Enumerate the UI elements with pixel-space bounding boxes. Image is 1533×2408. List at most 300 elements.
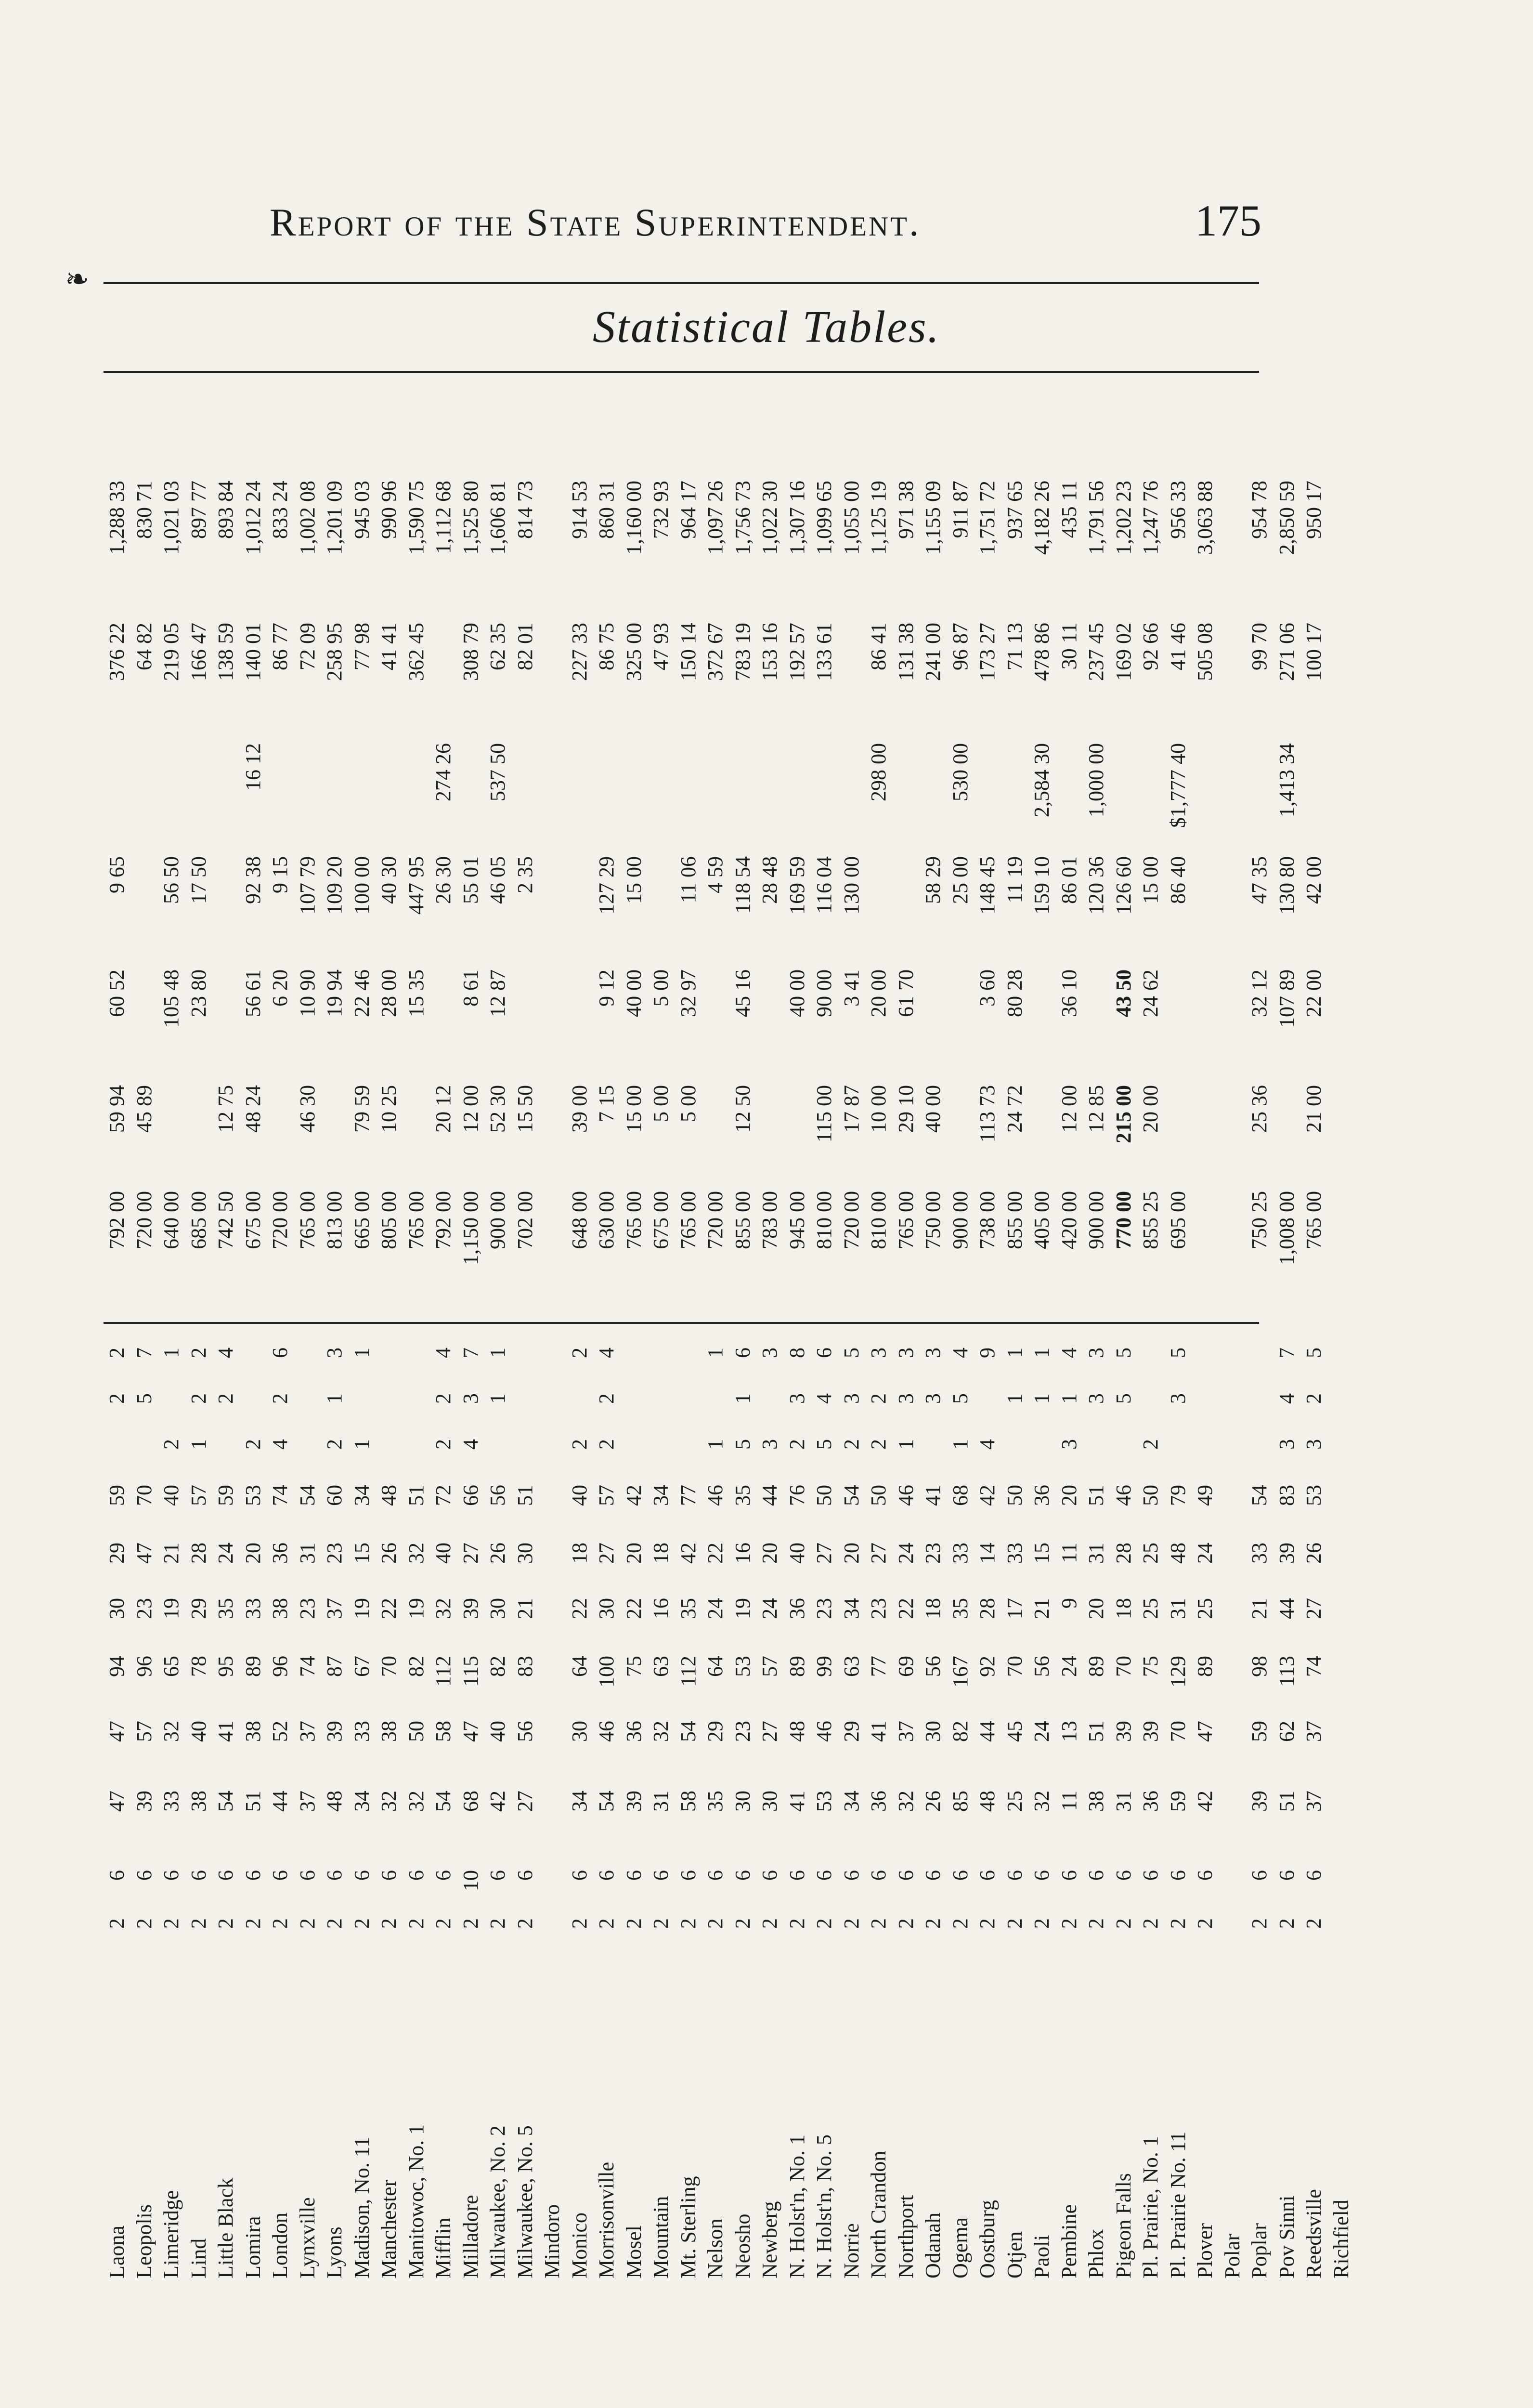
- cell-c18: 1,099 65: [812, 481, 836, 555]
- cell-c14: 15 35: [404, 969, 428, 1017]
- cell-c8: 42: [622, 1485, 646, 1506]
- cell-c1: 2: [785, 1918, 809, 1929]
- cell-c12: 900 00: [486, 1191, 510, 1249]
- cell-c5: 74: [1302, 1656, 1326, 1677]
- district-name: Nelson: [703, 2218, 728, 2278]
- cell-c10: 2: [1302, 1393, 1326, 1404]
- cell-c16: 537 50: [486, 743, 510, 801]
- cell-c9: 1: [186, 1439, 210, 1450]
- cell-c18: 914 53: [567, 481, 591, 539]
- cell-c1: 2: [105, 1918, 129, 1929]
- cell-c5: 53: [730, 1656, 754, 1677]
- cell-c12: 742 50: [214, 1191, 238, 1249]
- cell-c6: 19: [730, 1598, 754, 1619]
- district-name: N. Holst'n, No. 1: [785, 2134, 809, 2278]
- cell-c18: 830 71: [132, 481, 156, 539]
- cell-c4: 39: [323, 1721, 347, 1742]
- cell-c11: 5: [1166, 1348, 1190, 1358]
- cell-c18: 964 17: [676, 481, 700, 539]
- cell-c2: 6: [513, 1870, 537, 1881]
- cell-c10: 4: [1274, 1393, 1299, 1404]
- cell-c11: 5: [1302, 1348, 1326, 1358]
- cell-c1: 2: [812, 1918, 836, 1929]
- cell-c17: 173 27: [975, 623, 1000, 681]
- cell-c8: 79: [1166, 1485, 1190, 1506]
- cell-c11: 4: [948, 1348, 972, 1358]
- cell-c9: 5: [730, 1439, 754, 1450]
- cell-c7: 20: [241, 1543, 265, 1564]
- cell-c12: 665 00: [350, 1191, 374, 1249]
- cell-c2: 6: [268, 1870, 292, 1881]
- cell-c17: 783 19: [730, 623, 754, 681]
- cell-c14: 5 00: [649, 969, 673, 1007]
- cell-c12: 900 00: [948, 1191, 972, 1249]
- cell-c13: 7 15: [595, 1085, 619, 1122]
- cell-c6: 23: [867, 1598, 891, 1619]
- cell-c14: 22 00: [1302, 969, 1326, 1017]
- cell-c4: 27: [758, 1721, 782, 1742]
- cell-c17: 227 33: [567, 623, 591, 681]
- cell-c11: 6: [812, 1348, 836, 1358]
- cell-c2: 6: [567, 1870, 591, 1881]
- cell-c6: 21: [1030, 1598, 1054, 1619]
- cell-c2: 10: [458, 1870, 482, 1891]
- cell-c10: 1: [323, 1393, 347, 1404]
- table-row: [376, 378, 403, 2285]
- cell-c4: 41: [867, 1721, 891, 1742]
- cell-c2: 6: [377, 1870, 401, 1881]
- cell-c16: $1,777 40: [1166, 743, 1190, 828]
- cell-c15: 86 01: [1057, 856, 1081, 904]
- cell-c3: 25: [1002, 1791, 1026, 1812]
- cell-c6: 23: [132, 1598, 156, 1619]
- cell-c9: 4: [975, 1439, 1000, 1450]
- cell-c7: 24: [1193, 1543, 1217, 1564]
- cell-c1: 2: [1057, 1918, 1081, 1929]
- cell-c17: 271 06: [1274, 623, 1299, 681]
- cell-c4: 44: [975, 1721, 1000, 1742]
- cell-c9: 1: [894, 1439, 918, 1450]
- table-row: [702, 378, 729, 2285]
- cell-c3: 48: [975, 1791, 1000, 1812]
- cell-c18: 814 73: [513, 481, 537, 539]
- cell-c9: 2: [431, 1439, 455, 1450]
- cell-c8: 51: [404, 1485, 428, 1506]
- cell-c14: 32 12: [1247, 969, 1272, 1017]
- cell-c13: 215 00: [1111, 1085, 1135, 1143]
- cell-c2: 6: [1274, 1870, 1299, 1881]
- cell-c9: 2: [323, 1439, 347, 1450]
- cell-c10: 1: [1002, 1393, 1026, 1404]
- cell-c6: 44: [1274, 1598, 1299, 1619]
- cell-c13: 59 94: [105, 1085, 129, 1133]
- cell-c3: 34: [839, 1791, 863, 1812]
- cell-c10: 3: [839, 1393, 863, 1404]
- cell-c5: 112: [676, 1656, 700, 1687]
- cell-c7: 23: [323, 1543, 347, 1564]
- cell-c3: 31: [649, 1791, 673, 1812]
- cell-c17: 505 08: [1193, 623, 1217, 681]
- cell-c5: 92: [975, 1656, 1000, 1677]
- cell-c13: 29 10: [894, 1085, 918, 1133]
- cell-c11: 1: [486, 1348, 510, 1358]
- cell-c13: 20 00: [1139, 1085, 1163, 1133]
- cell-c8: 59: [105, 1485, 129, 1506]
- cell-c2: 6: [595, 1870, 619, 1881]
- district-name: Laona: [105, 2225, 129, 2278]
- cell-c7: 24: [894, 1543, 918, 1564]
- cell-c4: 37: [894, 1721, 918, 1742]
- cell-c6: 30: [105, 1598, 129, 1619]
- cell-c5: 167: [948, 1656, 972, 1688]
- cell-c14: 3 41: [839, 969, 863, 1007]
- cell-c12: 702 00: [513, 1191, 537, 1249]
- cell-c18: 897 77: [186, 481, 210, 539]
- cell-c13: 46 30: [295, 1085, 319, 1133]
- cell-c17: 237 45: [1084, 623, 1108, 681]
- cell-c16: 2,584 30: [1030, 743, 1054, 817]
- cell-c2: 6: [1247, 1870, 1272, 1881]
- district-name: Mifflin: [431, 2217, 455, 2278]
- cell-c15: 9 15: [268, 856, 292, 893]
- cell-c8: 54: [1247, 1485, 1272, 1506]
- cell-c6: 9: [1057, 1598, 1081, 1609]
- cell-c10: 1: [730, 1393, 754, 1404]
- cell-c11: 1: [1030, 1348, 1054, 1358]
- cell-c12: 675 00: [649, 1191, 673, 1249]
- cell-c9: 2: [159, 1439, 183, 1450]
- cell-c18: 950 17: [1302, 481, 1326, 539]
- cell-c15: 92 38: [241, 856, 265, 904]
- cell-c1: 2: [1193, 1918, 1217, 1929]
- cell-c17: 86 41: [867, 623, 891, 670]
- cell-c2: 6: [1302, 1870, 1326, 1881]
- cell-c7: 42: [676, 1543, 700, 1564]
- cell-c12: 765 00: [404, 1191, 428, 1249]
- cell-c8: 49: [1193, 1485, 1217, 1506]
- table-row: [566, 378, 594, 2285]
- cell-c8: 35: [730, 1485, 754, 1506]
- cell-c13: 12 50: [730, 1085, 754, 1133]
- cell-c11: 3: [921, 1348, 945, 1358]
- cell-c7: 16: [730, 1543, 754, 1564]
- cell-c11: 6: [730, 1348, 754, 1358]
- cell-c6: 22: [377, 1598, 401, 1619]
- cell-c6: 37: [323, 1598, 347, 1619]
- cell-c18: 1,606 81: [486, 481, 510, 555]
- cell-c2: 6: [186, 1870, 210, 1881]
- cell-c5: 56: [921, 1656, 945, 1677]
- cell-c1: 2: [377, 1918, 401, 1929]
- table-row: [1056, 378, 1083, 2285]
- cell-c17: 99 70: [1247, 623, 1272, 670]
- cell-c14: 9 12: [595, 969, 619, 1007]
- cell-c18: 1,791 56: [1084, 481, 1108, 555]
- cell-c13: 40 00: [921, 1085, 945, 1133]
- cell-c11: 3: [323, 1348, 347, 1358]
- cell-c1: 2: [268, 1918, 292, 1929]
- cell-c9: 2: [595, 1439, 619, 1450]
- cell-c11: 3: [894, 1348, 918, 1358]
- cell-c6: 18: [1111, 1598, 1135, 1619]
- cell-c9: 3: [1274, 1439, 1299, 1450]
- cell-c4: 38: [241, 1721, 265, 1742]
- cell-c18: 1,590 75: [404, 481, 428, 555]
- cell-c2: 6: [1139, 1870, 1163, 1881]
- cell-c4: 52: [268, 1721, 292, 1742]
- cell-c11: 5: [1111, 1348, 1135, 1358]
- cell-c11: 2: [186, 1348, 210, 1358]
- cell-c6: 36: [785, 1598, 809, 1619]
- table-row: [185, 378, 213, 2285]
- cell-c15: 15 00: [1139, 856, 1163, 904]
- cell-c5: 56: [1030, 1656, 1054, 1677]
- district-name: Manchester: [377, 2179, 401, 2278]
- cell-c1: 2: [758, 1918, 782, 1929]
- cell-c7: 23: [921, 1543, 945, 1564]
- cell-c12: 720 00: [703, 1191, 728, 1249]
- cell-c18: 1,247 76: [1139, 481, 1163, 555]
- cell-c3: 58: [676, 1791, 700, 1812]
- cell-c7: 28: [186, 1543, 210, 1564]
- cell-c13: 20 12: [431, 1085, 455, 1133]
- cell-c5: 70: [1111, 1656, 1135, 1677]
- cell-c7: 27: [458, 1543, 482, 1564]
- cell-c7: 47: [132, 1543, 156, 1564]
- cell-c2: 6: [975, 1870, 1000, 1881]
- cell-c2: 6: [404, 1870, 428, 1881]
- cell-c5: 82: [486, 1656, 510, 1677]
- cell-c12: 765 00: [894, 1191, 918, 1249]
- cell-c13: 15 50: [513, 1085, 537, 1133]
- cell-c1: 2: [214, 1918, 238, 1929]
- cell-c10: 2: [595, 1393, 619, 1404]
- cell-c16: 1,000 00: [1084, 743, 1108, 817]
- cell-c1: 2: [1274, 1918, 1299, 1929]
- cell-c2: 6: [894, 1870, 918, 1881]
- cell-c15: 86 40: [1166, 856, 1190, 904]
- cell-c3: 41: [785, 1791, 809, 1812]
- cell-c8: 44: [758, 1485, 782, 1506]
- cell-c7: 33: [1247, 1543, 1272, 1564]
- cell-c8: 68: [948, 1485, 972, 1506]
- cell-c18: 954 78: [1247, 481, 1272, 539]
- cell-c12: 765 00: [295, 1191, 319, 1249]
- district-name: Little Black: [214, 2178, 238, 2278]
- cell-c8: 40: [567, 1485, 591, 1506]
- cell-c7: 18: [567, 1543, 591, 1564]
- cell-c6: 25: [1193, 1598, 1217, 1619]
- table-row: [321, 378, 349, 2285]
- cell-c13: 15 00: [622, 1085, 646, 1133]
- cell-c15: 118 54: [730, 856, 754, 914]
- cell-c3: 47: [105, 1791, 129, 1812]
- cell-c14: 23 80: [186, 969, 210, 1017]
- cell-c3: 39: [1247, 1791, 1272, 1812]
- cell-c10: 2: [431, 1393, 455, 1404]
- cell-c4: 51: [1084, 1721, 1108, 1742]
- cell-c11: 3: [1084, 1348, 1108, 1358]
- cell-c4: 38: [377, 1721, 401, 1742]
- cell-c12: 675 00: [241, 1191, 265, 1249]
- district-name: Oostburg: [975, 2200, 1000, 2278]
- cell-c17: 372 67: [703, 623, 728, 681]
- cell-c15: 11 06: [676, 856, 700, 903]
- cell-c1: 2: [241, 1918, 265, 1929]
- cell-c6: 31: [1166, 1598, 1190, 1619]
- cell-c7: 27: [867, 1543, 891, 1564]
- page-header: [270, 195, 1261, 248]
- cell-c12: 770 00: [1111, 1191, 1135, 1249]
- cell-c2: 6: [241, 1870, 265, 1881]
- cell-c2: 6: [295, 1870, 319, 1881]
- district-name: Lyons: [323, 2226, 347, 2278]
- cell-c1: 2: [567, 1918, 591, 1929]
- cell-c12: 695 00: [1166, 1191, 1190, 1249]
- cell-c3: 11: [1057, 1791, 1081, 1811]
- cell-c13: 39 00: [567, 1085, 591, 1133]
- cell-c16: 16 12: [241, 743, 265, 791]
- cell-c11: 1: [159, 1348, 183, 1358]
- cell-c3: 42: [486, 1791, 510, 1812]
- cell-c5: 94: [105, 1656, 129, 1677]
- cell-c17: 131 38: [894, 623, 918, 681]
- cell-c5: 96: [268, 1656, 292, 1677]
- cell-c8: 54: [295, 1485, 319, 1506]
- cell-c12: 765 00: [1302, 1191, 1326, 1249]
- cell-c9: 2: [839, 1439, 863, 1450]
- cell-c13: 21 00: [1302, 1085, 1326, 1133]
- cell-c11: 1: [350, 1348, 374, 1358]
- cell-c5: 24: [1057, 1656, 1081, 1677]
- cell-c10: 3: [785, 1393, 809, 1404]
- cell-c6: 22: [567, 1598, 591, 1619]
- cell-c5: 70: [377, 1656, 401, 1677]
- cell-c13: 12 85: [1084, 1085, 1108, 1133]
- cell-c1: 2: [159, 1918, 183, 1929]
- cell-c18: 1,097 26: [703, 481, 728, 555]
- cell-c4: 70: [1166, 1721, 1190, 1742]
- cell-c8: 51: [1084, 1485, 1108, 1506]
- cell-c8: 46: [1111, 1485, 1135, 1506]
- cell-c15: 25 00: [948, 856, 972, 904]
- cell-c12: 640 00: [159, 1191, 183, 1249]
- cell-c8: 57: [186, 1485, 210, 1506]
- cell-c12: 810 00: [867, 1191, 891, 1249]
- table-row: [349, 378, 376, 2285]
- cell-c11: 7: [1274, 1348, 1299, 1358]
- cell-c6: 30: [486, 1598, 510, 1619]
- cell-c16: 274 26: [431, 743, 455, 801]
- district-name: Pigeon Falls: [1111, 2173, 1135, 2278]
- cell-c8: 70: [132, 1485, 156, 1506]
- cell-c7: 31: [295, 1543, 319, 1564]
- cell-c12: 1,150 00: [458, 1191, 482, 1265]
- cell-c18: 1,525 80: [458, 481, 482, 555]
- cell-c5: 98: [1247, 1656, 1272, 1677]
- cell-c3: 85: [948, 1791, 972, 1812]
- cell-c14: 10 90: [295, 969, 319, 1017]
- cell-c18: 1,155 09: [921, 481, 945, 555]
- cell-c14: 60 52: [105, 969, 129, 1017]
- cell-c14: 40 00: [785, 969, 809, 1017]
- cell-c4: 47: [105, 1721, 129, 1742]
- cell-c17: 133 61: [812, 623, 836, 681]
- cell-c4: 57: [132, 1721, 156, 1742]
- cell-c14: 56 61: [241, 969, 265, 1017]
- table-row: [512, 378, 539, 2285]
- cell-c5: 78: [186, 1656, 210, 1677]
- cell-c4: 59: [1247, 1721, 1272, 1742]
- cell-c14: 61 70: [894, 969, 918, 1017]
- cell-c10: 1: [486, 1393, 510, 1404]
- cell-c10: 2: [214, 1393, 238, 1404]
- table-row: [865, 378, 893, 2285]
- cell-c12: 810 00: [812, 1191, 836, 1249]
- cell-c4: 37: [295, 1721, 319, 1742]
- cell-c3: 30: [730, 1791, 754, 1812]
- cell-c2: 6: [921, 1870, 945, 1881]
- cell-c17: 100 17: [1302, 623, 1326, 681]
- cell-c4: 62: [1274, 1721, 1299, 1742]
- cell-c13: 17 87: [839, 1085, 863, 1133]
- cell-c4: 48: [785, 1721, 809, 1742]
- cell-c1: 2: [1002, 1918, 1026, 1929]
- cell-c12: 420 00: [1057, 1191, 1081, 1249]
- cell-c18: 3,063 88: [1193, 481, 1217, 555]
- district-name: Manitowoc, No. 1: [404, 2124, 428, 2278]
- cell-c2: 6: [486, 1870, 510, 1881]
- cell-c1: 2: [513, 1918, 537, 1929]
- cell-c15: 47 35: [1247, 856, 1272, 904]
- cell-c16: 530 00: [948, 743, 972, 801]
- district-name: Mt. Sterling: [676, 2176, 700, 2278]
- table-row: [1137, 378, 1165, 2285]
- cell-c2: 6: [1111, 1870, 1135, 1881]
- cell-c5: 96: [132, 1656, 156, 1677]
- cell-c13: 79 59: [350, 1085, 374, 1133]
- cell-c4: 50: [404, 1721, 428, 1742]
- cell-c12: 813 00: [323, 1191, 347, 1249]
- table-row: [1083, 378, 1110, 2285]
- cell-c5: 74: [295, 1656, 319, 1677]
- cell-c6: 35: [948, 1598, 972, 1619]
- cell-c13: 115 00: [812, 1085, 836, 1143]
- cell-c1: 2: [295, 1918, 319, 1929]
- cell-c17: 362 45: [404, 623, 428, 681]
- cell-c12: 720 00: [839, 1191, 863, 1249]
- cell-c6: 22: [622, 1598, 646, 1619]
- cell-c17: 478 86: [1030, 623, 1054, 681]
- cell-c7: 36: [268, 1543, 292, 1564]
- cell-c17: 71 13: [1002, 623, 1026, 670]
- cell-c3: 37: [295, 1791, 319, 1812]
- cell-c9: 2: [1139, 1439, 1163, 1450]
- district-name: Newberg: [758, 2201, 782, 2278]
- printer-ornament: ❧: [65, 263, 90, 295]
- cell-c17: 153 16: [758, 623, 782, 681]
- cell-c10: 2: [268, 1393, 292, 1404]
- district-name: Pov Sinni: [1274, 2195, 1299, 2278]
- cell-c10: 3: [921, 1393, 945, 1404]
- cell-c14: 20 00: [867, 969, 891, 1017]
- cell-c3: 32: [894, 1791, 918, 1812]
- cell-c15: 447 95: [404, 856, 428, 915]
- district-name: Richfield: [1329, 2199, 1353, 2278]
- cell-c18: 1,055 00: [839, 481, 863, 555]
- cell-c5: 75: [622, 1656, 646, 1677]
- cell-c11: 4: [214, 1348, 238, 1358]
